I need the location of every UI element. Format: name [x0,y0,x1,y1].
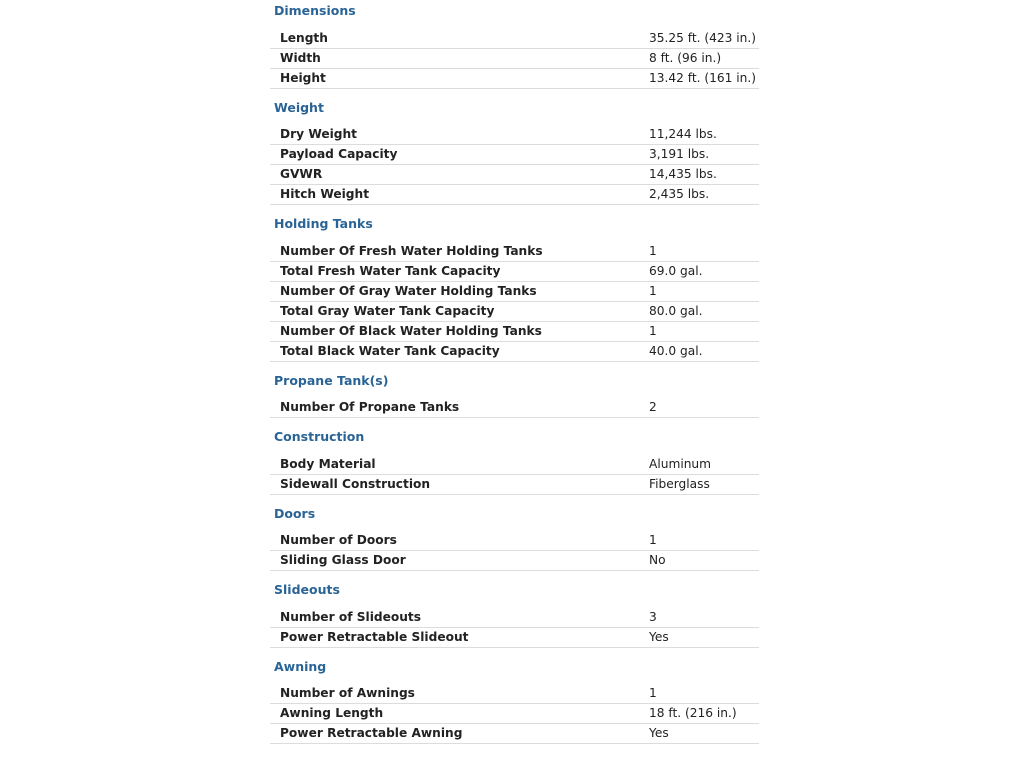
spec-row-awning-length [270,704,759,724]
spec-list [270,125,759,205]
spec-value: 3 [649,609,657,624]
spec-value: Yes [649,726,669,740]
spec-list [270,398,759,418]
spec-row-number-of-propane-tanks [270,398,759,418]
spec-label: Payload Capacity [280,147,398,161]
spec-label: Dry Weight [280,127,357,141]
spec-label: Power Retractable Slideout [280,629,469,644]
spec-value: 8 ft. (96 in.) [649,50,722,65]
spec-label: Total Black Water Tank Capacity [280,343,500,358]
spec-list [270,531,759,571]
spec-label: Awning Length [280,706,384,720]
spec-value: 2 [649,400,657,414]
spec-value: 1 [649,243,657,258]
spec-label: GVWR [280,167,323,181]
spec-label: Length [280,30,328,45]
spec-row-hitch-weight [270,185,759,205]
section-title: Weight [274,99,324,115]
spec-row-number-of-black-water-holding-tanks [270,322,759,342]
spec-value: 13.42 ft. (161 in.) [649,70,756,85]
spec-value: Fiberglass [649,476,710,491]
spec-value: 1 [649,533,657,547]
section-title: Propane Tank(s) [274,372,389,388]
spec-list [270,608,759,648]
spec-label: Number of Slideouts [280,609,421,624]
spec-label: Body Material [280,456,376,471]
spec-label: Width [280,50,321,65]
spec-value: Yes [649,629,669,644]
spec-value: Aluminum [649,456,712,471]
spec-label: Power Retractable Awning [280,726,463,740]
spec-value: 69.0 gal. [649,263,703,278]
spec-row-sidewall-construction [270,475,759,495]
spec-row-power-retractable-slideout [270,628,759,648]
spec-list [270,29,759,89]
section-title: Doors [274,505,316,521]
spec-section-weight [270,98,759,206]
spec-label: Sliding Glass Door [280,553,406,567]
spec-value: 14,435 lbs. [649,167,717,181]
spec-row-number-of-awnings [270,684,759,704]
spec-row-total-black-water-tank-capacity [270,342,759,362]
spec-section-propane-tank-s [270,371,759,419]
spec-value: 80.0 gal. [649,303,703,318]
spec-value: 1 [649,323,657,338]
spec-row-number-of-doors [270,531,759,551]
spec-row-total-gray-water-tank-capacity [270,302,759,322]
spec-label: Total Gray Water Tank Capacity [280,303,495,318]
spec-row-gvwr [270,165,759,185]
spec-section-slideouts [270,580,759,648]
spec-value: 3,191 lbs. [649,147,710,161]
spec-value: 35.25 ft. (423 in.) [649,30,756,45]
spec-row-number-of-fresh-water-holding-tanks [270,242,759,262]
spec-label: Sidewall Construction [280,476,431,491]
spec-value: 40.0 gal. [649,343,703,358]
section-title: Dimensions [274,3,356,18]
spec-row-height [270,69,759,89]
spec-label: Number of Doors [280,533,397,547]
spec-label: Number Of Black Water Holding Tanks [280,323,542,338]
spec-row-total-fresh-water-tank-capacity [270,262,759,282]
spec-value: No [649,553,666,567]
spec-value: 1 [649,686,657,700]
spec-list [270,455,759,495]
spec-row-sliding-glass-door [270,551,759,571]
spec-row-dry-weight [270,125,759,145]
spec-section-doors [270,504,759,572]
spec-label: Total Fresh Water Tank Capacity [280,263,501,278]
spec-section-holding-tanks [270,214,759,362]
spec-section-dimensions [270,1,759,89]
spec-label: Number of Awnings [280,686,415,700]
spec-label: Number Of Fresh Water Holding Tanks [280,243,543,258]
spec-row-number-of-slideouts [270,608,759,628]
spec-row-length [270,29,759,49]
spec-list [270,242,759,362]
section-title: Slideouts [274,582,340,597]
spec-section-awning [270,657,759,745]
spec-row-number-of-gray-water-holding-tanks [270,282,759,302]
spec-list [270,684,759,744]
spec-label: Number Of Gray Water Holding Tanks [280,283,537,298]
section-title: Awning [274,658,327,674]
spec-label: Height [280,70,326,85]
section-title: Holding Tanks [274,216,373,231]
spec-section-construction [270,427,759,495]
spec-label: Number Of Propane Tanks [280,400,460,414]
spec-row-power-retractable-awning [270,724,759,744]
spec-row-body-material [270,455,759,475]
spec-value: 2,435 lbs. [649,187,710,201]
spec-row-width [270,49,759,69]
spec-value: 18 ft. (216 in.) [649,706,737,720]
specifications-panel [270,0,759,744]
spec-value: 11,244 lbs. [649,127,717,141]
spec-label: Hitch Weight [280,187,370,201]
spec-value: 1 [649,283,657,298]
section-title: Construction [274,429,365,444]
spec-row-payload-capacity [270,145,759,165]
